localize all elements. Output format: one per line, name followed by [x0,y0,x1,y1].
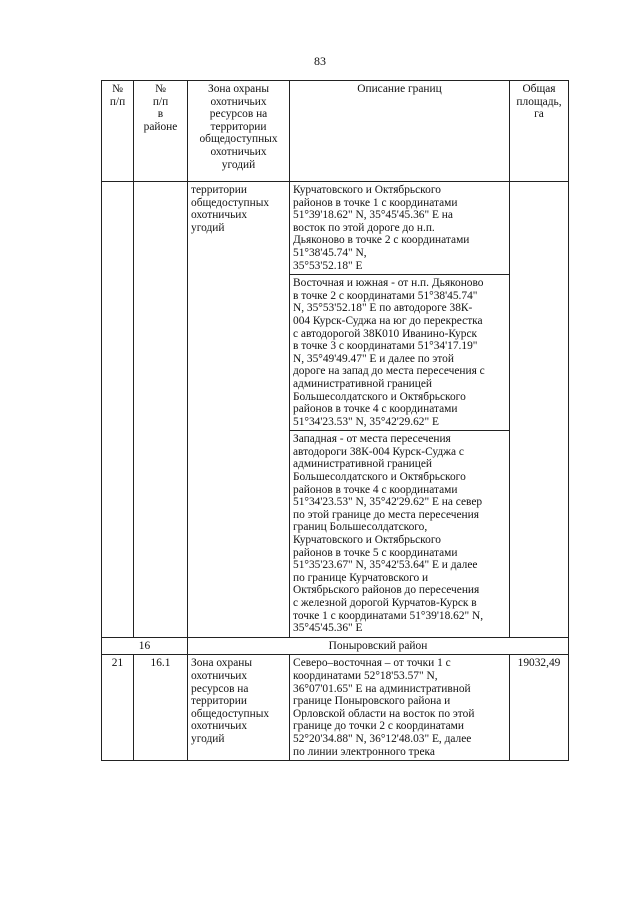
boundary-segment-1: Курчатовского и Октябрьского районов в точке 1 с координатами 51°39'18.62" N, 35°45'45.36" Е на восток по этой дороге до н.п. Дьяконово в точке 2 с координатами 51°38'45.74" N, 35°53'52.18" Е [290,182,510,275]
continued-pp-cell [102,182,134,638]
page-number: 83 [314,54,326,68]
boundary-segment-2: Восточная и южная - от н.п. Дьяконово в точке 2 с координатами 51°38'45.74" N, 35°53'52.18" Е по автодороге 38К- 004 Курск-Суджа на юг до перекрестка с автодорогой 38К010 Иванино-Курск в точке 3 с координатами 51°34'17.19" N, 35°49'49.47" Е и далее по этой дороге на запад до места пересечения с административной границей Большесолдатского и Октябрьского районов в точке 4 с координатами 51°34'23.53" N, 35°42'29.62" Е [290,275,510,431]
entry-zone: Зона охраны охотничьих ресурсов на территории общедоступных охотничьих угодий [188,655,290,761]
entry-area: 19032,49 [510,655,569,761]
entry-pp: 21 [102,655,134,761]
region-row [102,637,569,655]
entry-boundary: Северо–восточная – от точки 1 с координатами 52°18'53.57" N, 36°07'01.65" Е на административной границе Поныровского района и Орловской области на восток по этой границе до точки 2 с координатами 52°20'34.88" N, 36°12'48.03" Е, далее по линии электронного трека [290,655,510,761]
region-number: 16 [102,637,188,655]
boundaries-table [101,80,569,761]
continued-row-1 [102,182,569,275]
header-col-pp-region: № п/п в районе [134,81,188,182]
entry-pp-region: 16.1 [134,655,188,761]
continued-pp-region-cell [134,182,188,638]
continued-area-cell [510,182,569,638]
header-row [102,81,569,182]
continued-zone-cell: территории общедоступных охотничьих угодий [188,182,290,638]
header-col-description: Описание границ [290,81,510,182]
header-col-area: Общая площадь, га [510,81,569,182]
header-col-zone: Зона охраны охотничьих ресурсов на территории общедоступных охотничьих угодий [188,81,290,182]
header-col-pp: № п/п [102,81,134,182]
entry-row [102,655,569,761]
boundary-segment-3: Западная - от места пересечения автодороги 38К-004 Курск-Суджа с административной границей Большесолдатского и Октябрьского районов в точке 4 с координатами 51°34'23.53" N, 35°42'29.62" Е на север по этой границе до места пересечения границ Большесолдатского, Курчатовского и Октябрьского районов в точке 5 с координатами 51°35'23.67" N, 35°42'53.64" Е и далее по границе Курчатовского и Октябрьского районов до пересечения с железной дорогой Курчатов-Курск в точке 1 с координатами 51°39'18.62" N, 35°45'45.36" Е [290,431,510,638]
region-name: Поныровский район [188,637,569,655]
